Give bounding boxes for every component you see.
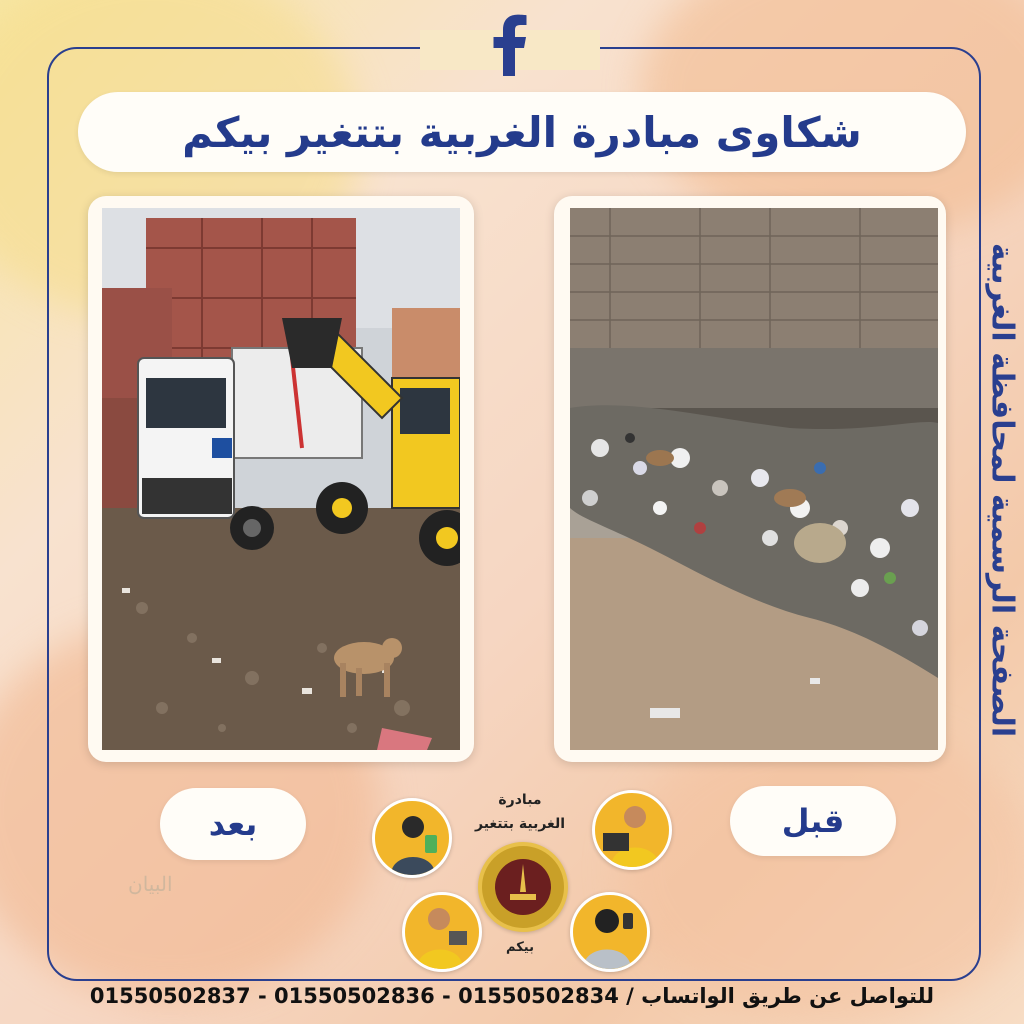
before-photo-card	[554, 196, 946, 762]
contact-info: للتواصل عن طريق الواتساب / 01550502834 - 01550502836 - 01550502837	[89, 984, 935, 1008]
logo-bottom-text: بيكم	[506, 940, 534, 955]
person-tablet-circle	[402, 892, 482, 972]
side-label: الصفحة الرسمية لمحافظة الغربية	[984, 242, 1020, 738]
before-label: قبل	[730, 786, 896, 856]
governorate-seal-icon	[478, 842, 568, 932]
after-photo	[102, 208, 460, 750]
person-mobile-circle	[570, 892, 650, 972]
before-photo	[570, 208, 938, 750]
logo-top-text: مبادرة	[498, 792, 542, 808]
after-photo-card	[88, 196, 474, 762]
watermark: البيان	[128, 872, 173, 896]
page-title: شكاوى مبادرة الغربية بتتغير بيكم	[182, 107, 862, 157]
logo-middle-text: الغربية بتتغير	[474, 816, 565, 832]
person-phone-circle	[372, 798, 452, 878]
person-laptop-circle	[592, 790, 672, 870]
title-banner	[78, 92, 966, 172]
facebook-icon[interactable]	[488, 12, 532, 78]
after-label: بعد	[160, 788, 306, 860]
